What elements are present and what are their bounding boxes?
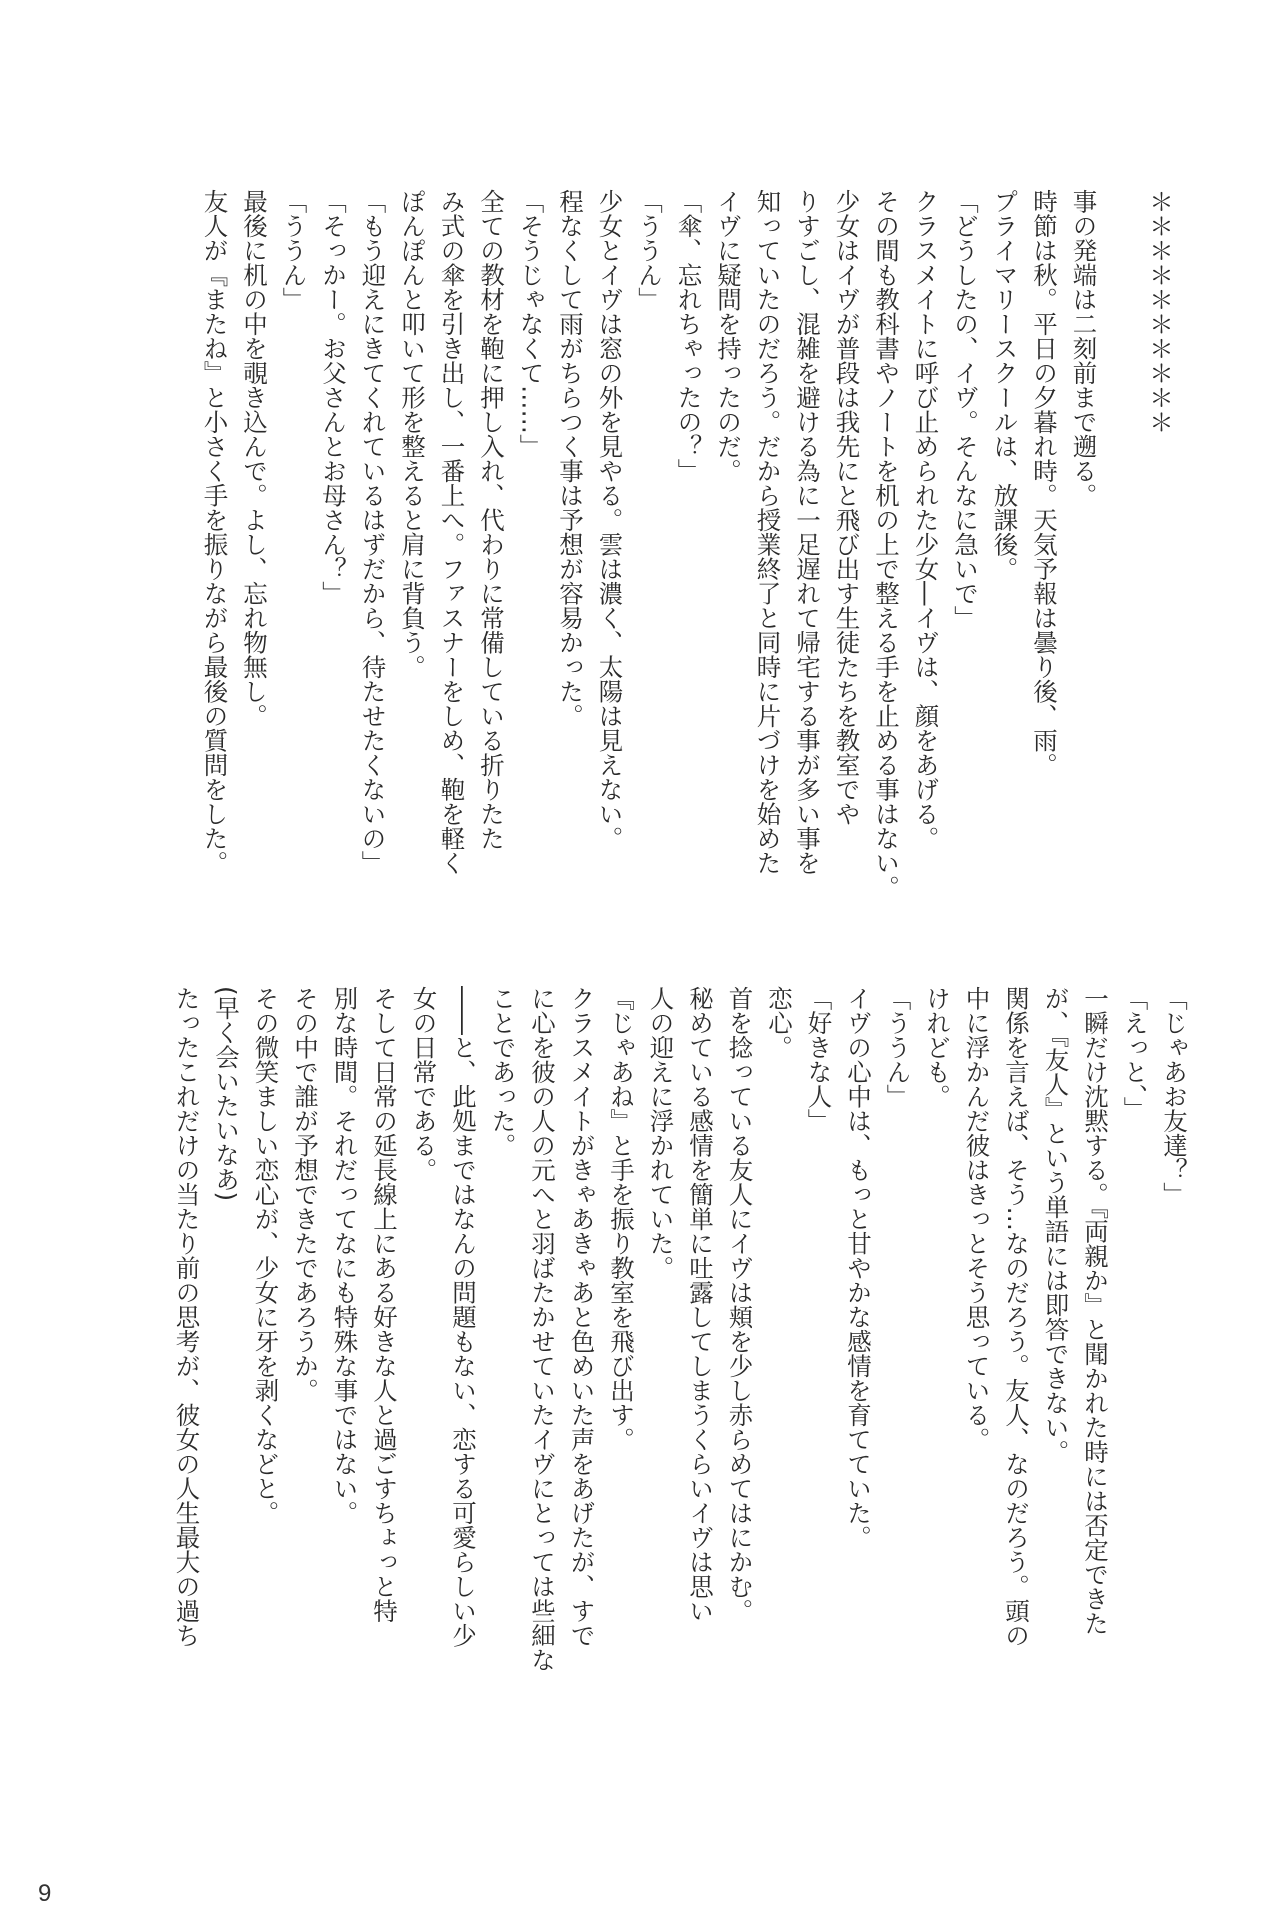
text-line: に心を彼の人の元へと羽ばたかせていたイヴにとっては些細な: [528, 986, 557, 1672]
text-line: 「ううん」: [883, 986, 913, 1109]
text-line: み式の傘を引き出し、一番上へ。ファスナーをしめ、鞄を軽く: [437, 189, 467, 875]
text-line: 「好きな人」: [804, 986, 834, 1133]
text-line: イヴの心中は、もっと甘やかな感情を育てていた。: [844, 986, 873, 1550]
text-line: 首を捻っている友人にイヴは頬を少し赤らめてはにかむ。: [725, 986, 755, 1623]
text-line: 人の迎えに浮かれていた。: [646, 986, 676, 1280]
text-line: たったこれだけの当たり前の思考が、彼女の人生最大の過ち: [172, 986, 202, 1648]
text-line: 友人が『またね』と小さく手を振りながら最後の質問をした。: [200, 189, 230, 875]
text-line: イヴに疑問を持ったのだ。: [714, 189, 743, 483]
text-line: 「ううん」: [635, 189, 664, 312]
text-line: 全ての教材を鞄に押し入れ、代わりに常備している折りたた: [477, 189, 506, 851]
page-number: 9: [38, 1880, 52, 1907]
text-line: 『じゃあね』と手を振り教室を飛び出す。: [607, 986, 636, 1452]
text-line: 少女はイヴが普段は我先にと飛び出す生徒たちを教室でや: [832, 189, 862, 826]
text-line: けれども。: [923, 986, 952, 1109]
text-line: ぽんぽんと叩いて形を整えると肩に背負う。: [398, 189, 427, 679]
text-line: 程なくして雨がちらつく事は予想が容易かった。: [556, 189, 585, 728]
text-line: 「ううん」: [279, 189, 309, 312]
text-line: 関係を言えば、そう…なのだろう。友人、なのだろう。頭の: [1002, 986, 1031, 1648]
text-line: 一瞬だけ沈黙する。『両親か』と聞かれた時には否定できた: [1081, 986, 1110, 1636]
top-text-section: [195, 189, 1180, 909]
text-line: 最後に机の中を覗き込んで。よし、忘れ物無し。: [240, 189, 269, 728]
text-line: 「そっかー。お父さんとお母さん？」: [319, 189, 348, 606]
section-separator: ＊＊＊＊＊＊＊＊＊＊: [1146, 189, 1175, 434]
text-line: プライマリースクールは、放課後。: [990, 189, 1020, 581]
text-line: 「えっと、」: [1120, 986, 1150, 1121]
blank-line: [1104, 189, 1141, 909]
text-line: クラスメイトに呼び止められた少女―イヴは、顔をあげる。: [911, 189, 941, 851]
text-line: 秘めている感情を簡単に吐露してしまうくらいイヴは思い: [686, 986, 715, 1623]
text-line: が、『友人』という単語には即答できない。: [1041, 986, 1071, 1464]
text-line: 事の発端は二刻前まで遡る。: [1069, 189, 1099, 508]
text-line: 中に浮かんだ彼はきっとそう思っている。: [962, 986, 992, 1452]
text-line: 「どうしたの、イヴ。そんなに急いで」: [951, 189, 980, 630]
text-line: りすごし、混雑を避ける為に一足遅れて帰宅する事が多い事を: [793, 189, 822, 875]
text-line: その微笑ましい恋心が、少女に牙を剥くなどと。: [251, 986, 281, 1525]
text-line: 「じゃあお友達？」: [1160, 986, 1189, 1207]
text-line: 少女とイヴは窓の外を見やる。雲は濃く、太陽は見えない。: [595, 189, 625, 851]
bottom-text-section: [167, 986, 1194, 1806]
text-line: 「そうじゃなくて……」: [516, 189, 546, 459]
text-line: クラスメイトがきゃあきゃあと色めいた声をあげたが、すで: [567, 986, 597, 1648]
text-line: そして日常の延長線上にある好きな人と過ごすちょっと特: [370, 986, 399, 1623]
text-line: ――と、此処まではなんの問題もない、恋する可愛らしい少: [449, 986, 478, 1648]
text-line: ことであった。: [488, 986, 518, 1158]
text-line: その中で誰が予想できたであろうか。: [291, 986, 320, 1403]
text-line: 「もう迎えにきてくれているはずだから、待たせたくないの」: [358, 189, 388, 875]
text-line: 女の日常である。: [409, 986, 439, 1182]
text-line: 別な時間。それだってなにも特殊な事ではない。: [330, 986, 360, 1525]
text-line: 知っていたのだろう。だから授業終了と同時に片づけを始めた: [753, 189, 783, 875]
text-line: 恋心。: [765, 986, 794, 1060]
text-line: その間も教科書やノートを机の上で整える手を止める事はない。: [872, 189, 901, 900]
text-line: 時節は秋。平日の夕暮れ時。天気予報は曇り後、雨。: [1030, 189, 1059, 777]
text-line: 「傘、忘れちゃったの？」: [674, 189, 704, 483]
text-line: (早く会いたいなあ): [212, 986, 241, 1202]
